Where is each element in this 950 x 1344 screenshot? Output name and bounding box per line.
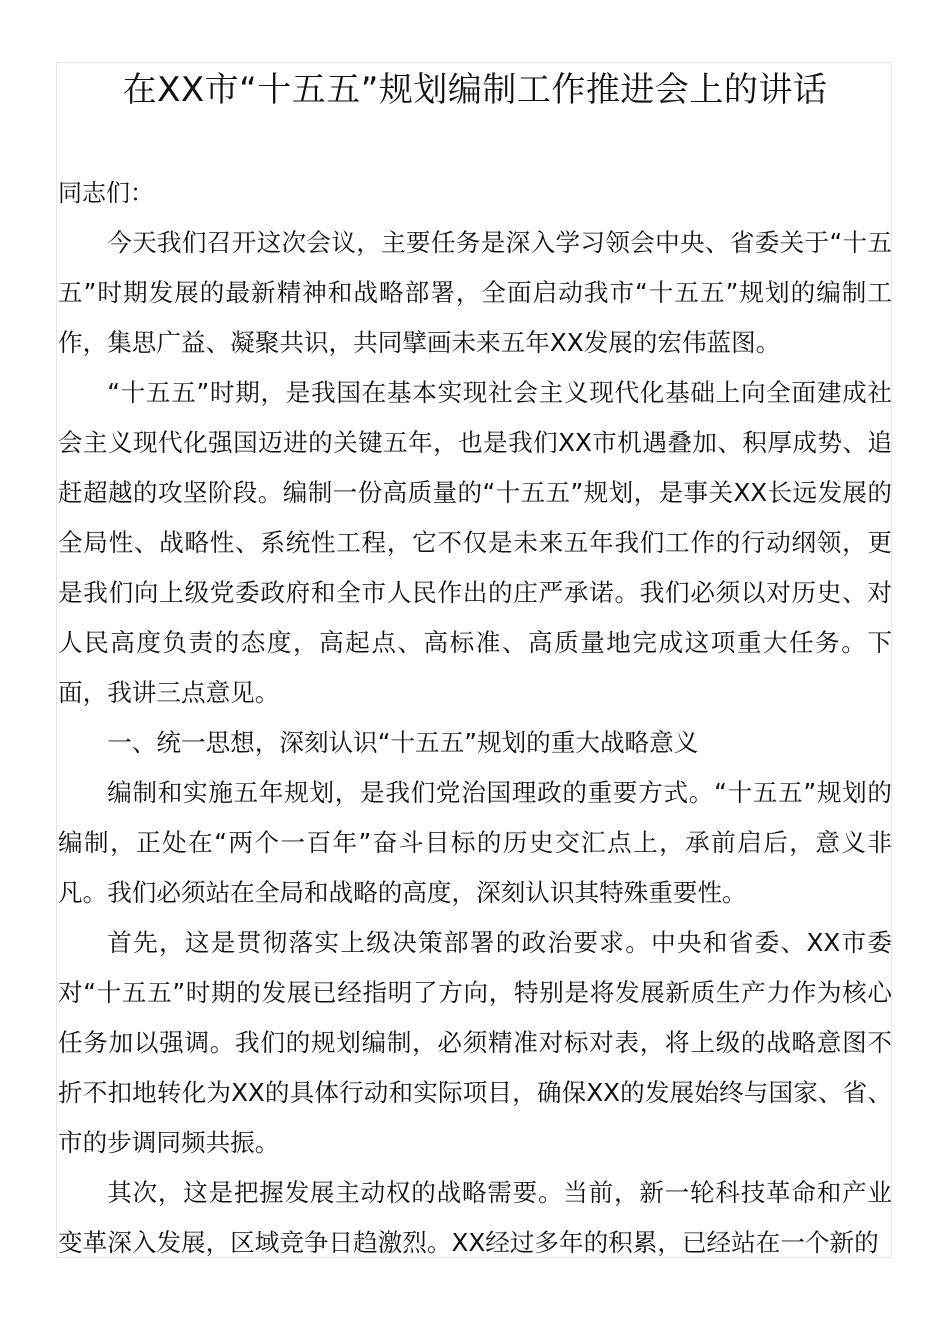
salutation: 同志们：	[58, 179, 154, 207]
section-heading-one: 一、统一思想，深刻认识“十五五”规划的重大战略意义	[107, 728, 699, 757]
document-body	[58, 64, 892, 1268]
document-title: 在XX市“十五五”规划编制工作推进会上的讲话	[122, 70, 828, 110]
paragraph-significance: 编制和实施五年规划，是我们党治国理政的重要方式。“十五五”规划的编制，正处在“两个一百年”奋斗目标的历史交汇点上，承前启后，意义非凡。我们必须站在全局和战略的高度，深刻认识其特殊重要性。	[58, 778, 892, 907]
paragraph-context: “十五五”时期，是我国在基本实现社会主义现代化基础上向全面建成社会主义现代化强国迈进的关键五年，也是我们XX市机遇叠加、积厚成势、追赶超越的攻坚阶段。编制一份高质量的“十五五”规划，是事关XX长远发展的全局性、战略性、系统性工程，它不仅是未来五年我们工作的行动纲领，更是我们向上级党委政府和全市人民作出的庄严承诺。我们必须以对历史、对人民高度负责的态度，高起点、高标准、高质量地完成这项重大任务。下面，我讲三点意见。	[58, 378, 892, 707]
paragraph-first-point: 首先，这是贯彻落实上级决策部署的政治要求。中央和省委、XX市委对“十五五”时期的发展已经指明了方向，特别是将发展新质生产力作为核心任务加以强调。我们的规划编制，必须精准对标对表，将上级的战略意图不折不扣地转化为XX的具体行动和实际项目，确保XX的发展始终与国家、省、市的步调同频共振。	[58, 928, 892, 1157]
paragraph-second-point: 其次，这是把握发展主动权的战略需要。当前，新一轮科技革命和产业变革深入发展，区域竞争日趋激烈。XX经过多年的积累，已经站在一个新的	[58, 1178, 892, 1257]
paragraph-intro: 今天我们召开这次会议，主要任务是深入学习领会中央、省委关于“十五五”时期发展的最新精神和战略部署，全面启动我市“十五五”规划的编制工作，集思广益、凝聚共识，共同擘画未来五年XX发展的宏伟蓝图。	[58, 228, 892, 357]
